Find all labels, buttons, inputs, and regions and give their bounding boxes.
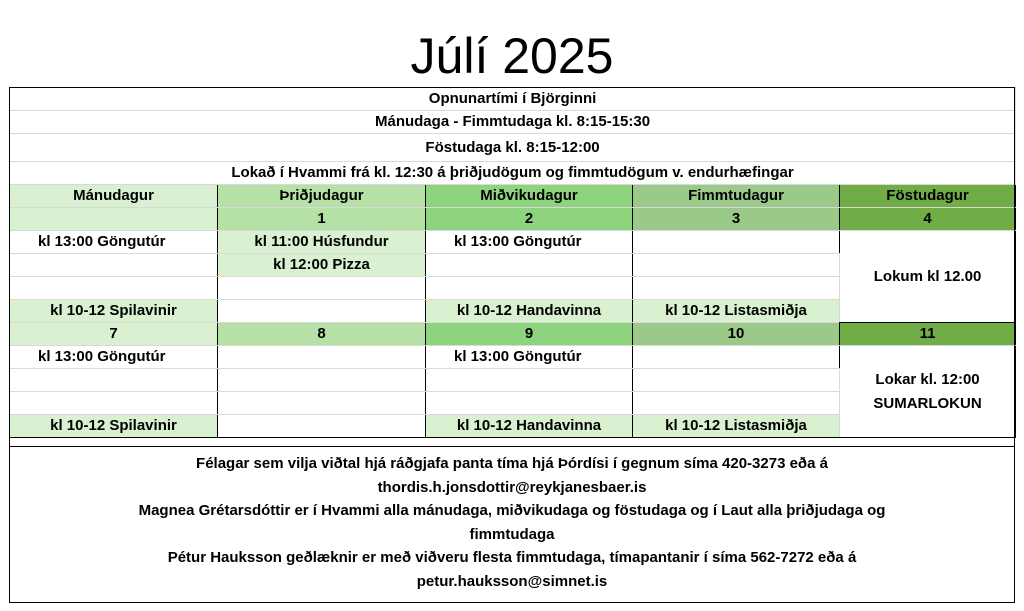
event-cell: kl 13:00 Göngutúr [10,346,218,369]
opening-hours-mon-thu: Mánudaga - Fimmtudaga kl. 8:15-15:30 [10,111,1016,134]
day-header-friday: Föstudagur [840,185,1016,208]
date-cell: 11 [840,323,1016,346]
event-cell [633,231,840,254]
notes-section [9,446,1015,603]
day-header-monday: Mánudagur [10,185,218,208]
event-cell [218,300,426,323]
event-cell: kl 10-12 Listasmiðja [633,415,840,438]
date-cell: 4 [840,208,1016,231]
event-cell: kl 13:00 Göngutúr [426,346,633,369]
event-cell: kl 10-12 Spilavinir [10,300,218,323]
event-cell [426,369,633,392]
event-cell: kl 10-12 Spilavinir [10,415,218,438]
summer-closing: SUMARLOKUN [873,394,982,412]
note-line: Magnea Grétarsdóttir er í Hvammi alla mánudaga, miðvikudaga og föstudaga og í Laut alla þriðjudaga og [138,502,886,519]
friday-note: Lokum kl 12.00 [840,231,1016,323]
event-cell: kl 10-12 Handavinna [426,300,633,323]
event-cell [10,277,218,300]
day-header-tuesday: Þriðjudagur [218,185,426,208]
opening-hours-fri: Föstudaga kl. 8:15-12:00 [10,134,1016,162]
event-cell: kl 10-12 Listasmiðja [633,300,840,323]
note-line: Félagar sem vilja viðtal hjá ráðgjafa panta tíma hjá Þórdísi í gegnum síma 420-3273 eða á [196,455,828,472]
event-cell: kl 10-12 Handavinna [426,415,633,438]
event-cell [633,369,840,392]
event-cell [426,277,633,300]
opening-hours-title: Opnunartími í Björginni [10,88,1016,111]
date-cell: 9 [426,323,633,346]
event-cell [218,277,426,300]
note-email: petur.hauksson@simnet.is [416,572,608,590]
page-title: Júlí 2025 [410,28,614,84]
event-cell [10,369,218,392]
date-cell [10,208,218,231]
day-header-wednesday: Miðvikudagur [426,185,633,208]
event-cell [218,415,426,438]
event-cell: kl 11:00 Húsfundur [218,231,426,254]
date-cell: 7 [10,323,218,346]
day-header-thursday: Fimmtudagur [633,185,840,208]
event-cell [633,277,840,300]
closed-notice: Lokað í Hvammi frá kl. 12:30 á þriðjudögum og fimmtudögum v. endurhæfingar [10,162,1016,185]
event-cell: kl 13:00 Göngutúr [426,231,633,254]
event-cell [218,346,426,369]
friday-closing-time: Lokar kl. 12:00 [875,370,980,388]
date-cell: 8 [218,323,426,346]
event-cell [426,254,633,277]
event-cell [633,392,840,415]
date-cell: 2 [426,208,633,231]
friday-note [840,346,1016,438]
event-cell [218,369,426,392]
date-cell: 1 [218,208,426,231]
event-cell: kl 13:00 Göngutúr [10,231,218,254]
schedule-table [9,87,1016,438]
note-line: Pétur Hauksson geðlæknir er með viðveru flesta fimmtudaga, tímapantanir í síma 562-7272 eða á [167,549,857,566]
event-cell [633,254,840,277]
event-cell [426,392,633,415]
event-cell [218,392,426,415]
event-cell: kl 12:00 Pizza [218,254,426,277]
date-cell: 3 [633,208,840,231]
event-cell [633,346,840,369]
note-line: fimmtudaga [469,525,555,543]
date-cell: 10 [633,323,840,346]
note-email: thordis.h.jonsdottir@reykjanesbaer.is [377,478,647,496]
event-cell [10,254,218,277]
event-cell [10,392,218,415]
